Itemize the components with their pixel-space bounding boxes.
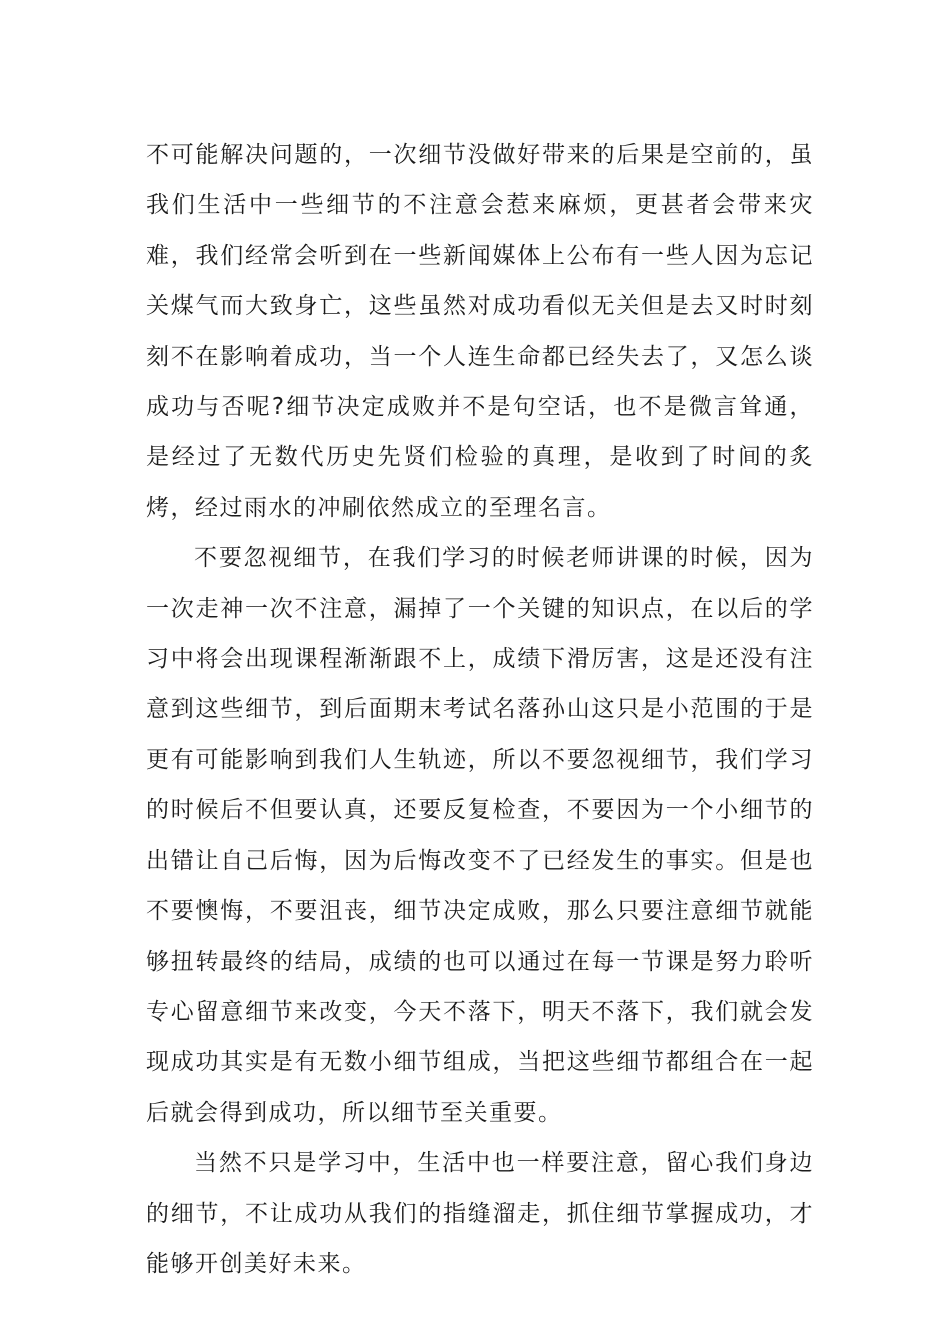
paragraph-attention-in-life: 当然不只是学习中，生活中也一样要注意，留心我们身边的细节，不让成功从我们的指缝溜走，抓住细节掌握成功，才能够开创美好未来。 (146, 1150, 814, 1277)
paragraph-continued: 不可能解决问题的，一次细节没做好带来的后果是空前的，虽我们生活中一些细节的不注意会惹来麻烦，更甚者会带来灾难，我们经常会听到在一些新闻媒体上公布有一些人因为忘记关煤气而大致身亡，这些虽然对成功看似无关但是去又时时刻刻不在影响着成功，当一个人连生命都已经失去了，又怎么谈成功与否呢?细节决定成败并不是句空话，也不是微言耸通，是经过了无数代历史先贤们检验的真理，是收到了时间的炙烤，经过雨水的冲刷依然成立的至理名言。 (146, 142, 814, 521)
paragraph-attention-in-study: 不要忽视细节，在我们学习的时候老师讲课的时候，因为一次走神一次不注意，漏掉了一个关键的知识点，在以后的学习中将会出现课程渐渐跟不上，成绩下滑厉害，这是还没有注意到这些细节，到后面期末考试名落孙山这只是小范围的于是更有可能影响到我们人生轨迹，所以不要忽视细节，我们学习的时候后不但要认真，还要反复检查，不要因为一个小细节的出错让自己后悔，因为后悔改变不了已经发生的事实。但是也不要懊悔，不要沮丧，细节决定成败，那么只要注意细节就能够扭转最终的结局，成绩的也可以通过在每一节课是努力聆听专心留意细节来改变，今天不落下，明天不落下，我们就会发现成功其实是有无数小细节组成，当把这些细节都组合在一起后就会得到成功，所以细节至关重要。 (146, 545, 814, 1126)
essay-body (146, 130, 814, 1289)
